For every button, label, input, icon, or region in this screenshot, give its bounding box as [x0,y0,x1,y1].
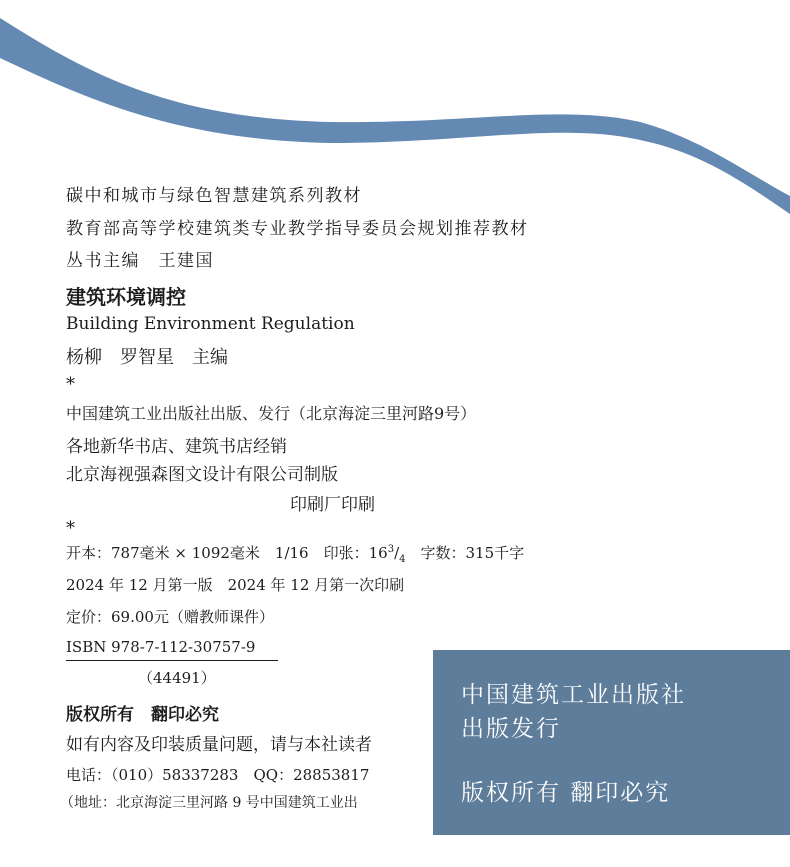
sheets-slash: / [394,544,400,562]
separator-asterisk: * [66,374,75,395]
panel-copyright: 版权所有 翻印必究 [461,780,671,806]
sheets-denominator: 4 [399,554,406,565]
plate-making-line: 北京海视强森图文设计有限公司制版 [66,465,338,485]
sheets-numerator: 3 [387,544,395,555]
distribution-line: 各地新华书店、建筑书店经销 [66,437,287,457]
series-chief-editor: 丛书主编 王建国 [66,251,214,271]
format-prefix: 开本：787毫米 × 1092毫米 1/16 印张：16 [66,544,388,562]
publisher-panel [433,650,790,835]
edition-line: 2024 年 12 月第一版 2024 年 12 月第一次印刷 [66,576,405,594]
series-endorsement: 教育部高等学校建筑类专业教学指导委员会规划推荐教材 [66,219,529,239]
book-code: （44491） [138,669,216,687]
publisher-line: 中国建筑工业出版社出版、发行（北京海淀三里河路9号） [66,404,477,423]
printing-line: 印刷厂印刷 [290,495,375,515]
copyright-notice: 版权所有 翻印必究 [66,705,219,725]
separator-asterisk-2: * [66,518,75,539]
book-title-en: Building Environment Regulation [66,314,355,334]
format-line [66,542,524,565]
price-line: 定价：69.00元（赠教师课件） [66,608,274,626]
quality-notice: 如有内容及印装质量问题，请与本社读者 [66,735,372,755]
isbn-underline [66,660,278,661]
publisher-address: （地址：北京海淀三里河路 9 号中国建筑工业出 [60,795,358,811]
panel-publisher-name: 中国建筑工业出版社 [461,682,686,708]
contact-phone: 电话：（010）58337283 QQ：28853817 [66,766,370,784]
series-name: 碳中和城市与绿色智慧建筑系列教材 [66,186,362,206]
word-count: 字数：315千字 [405,544,525,562]
panel-publishing: 出版发行 [461,716,561,742]
book-title-cn: 建筑环境调控 [66,285,186,309]
isbn-line: ISBN 978-7-112-30757-9 [66,638,256,656]
book-editors: 杨柳 罗智星 主编 [66,347,228,368]
